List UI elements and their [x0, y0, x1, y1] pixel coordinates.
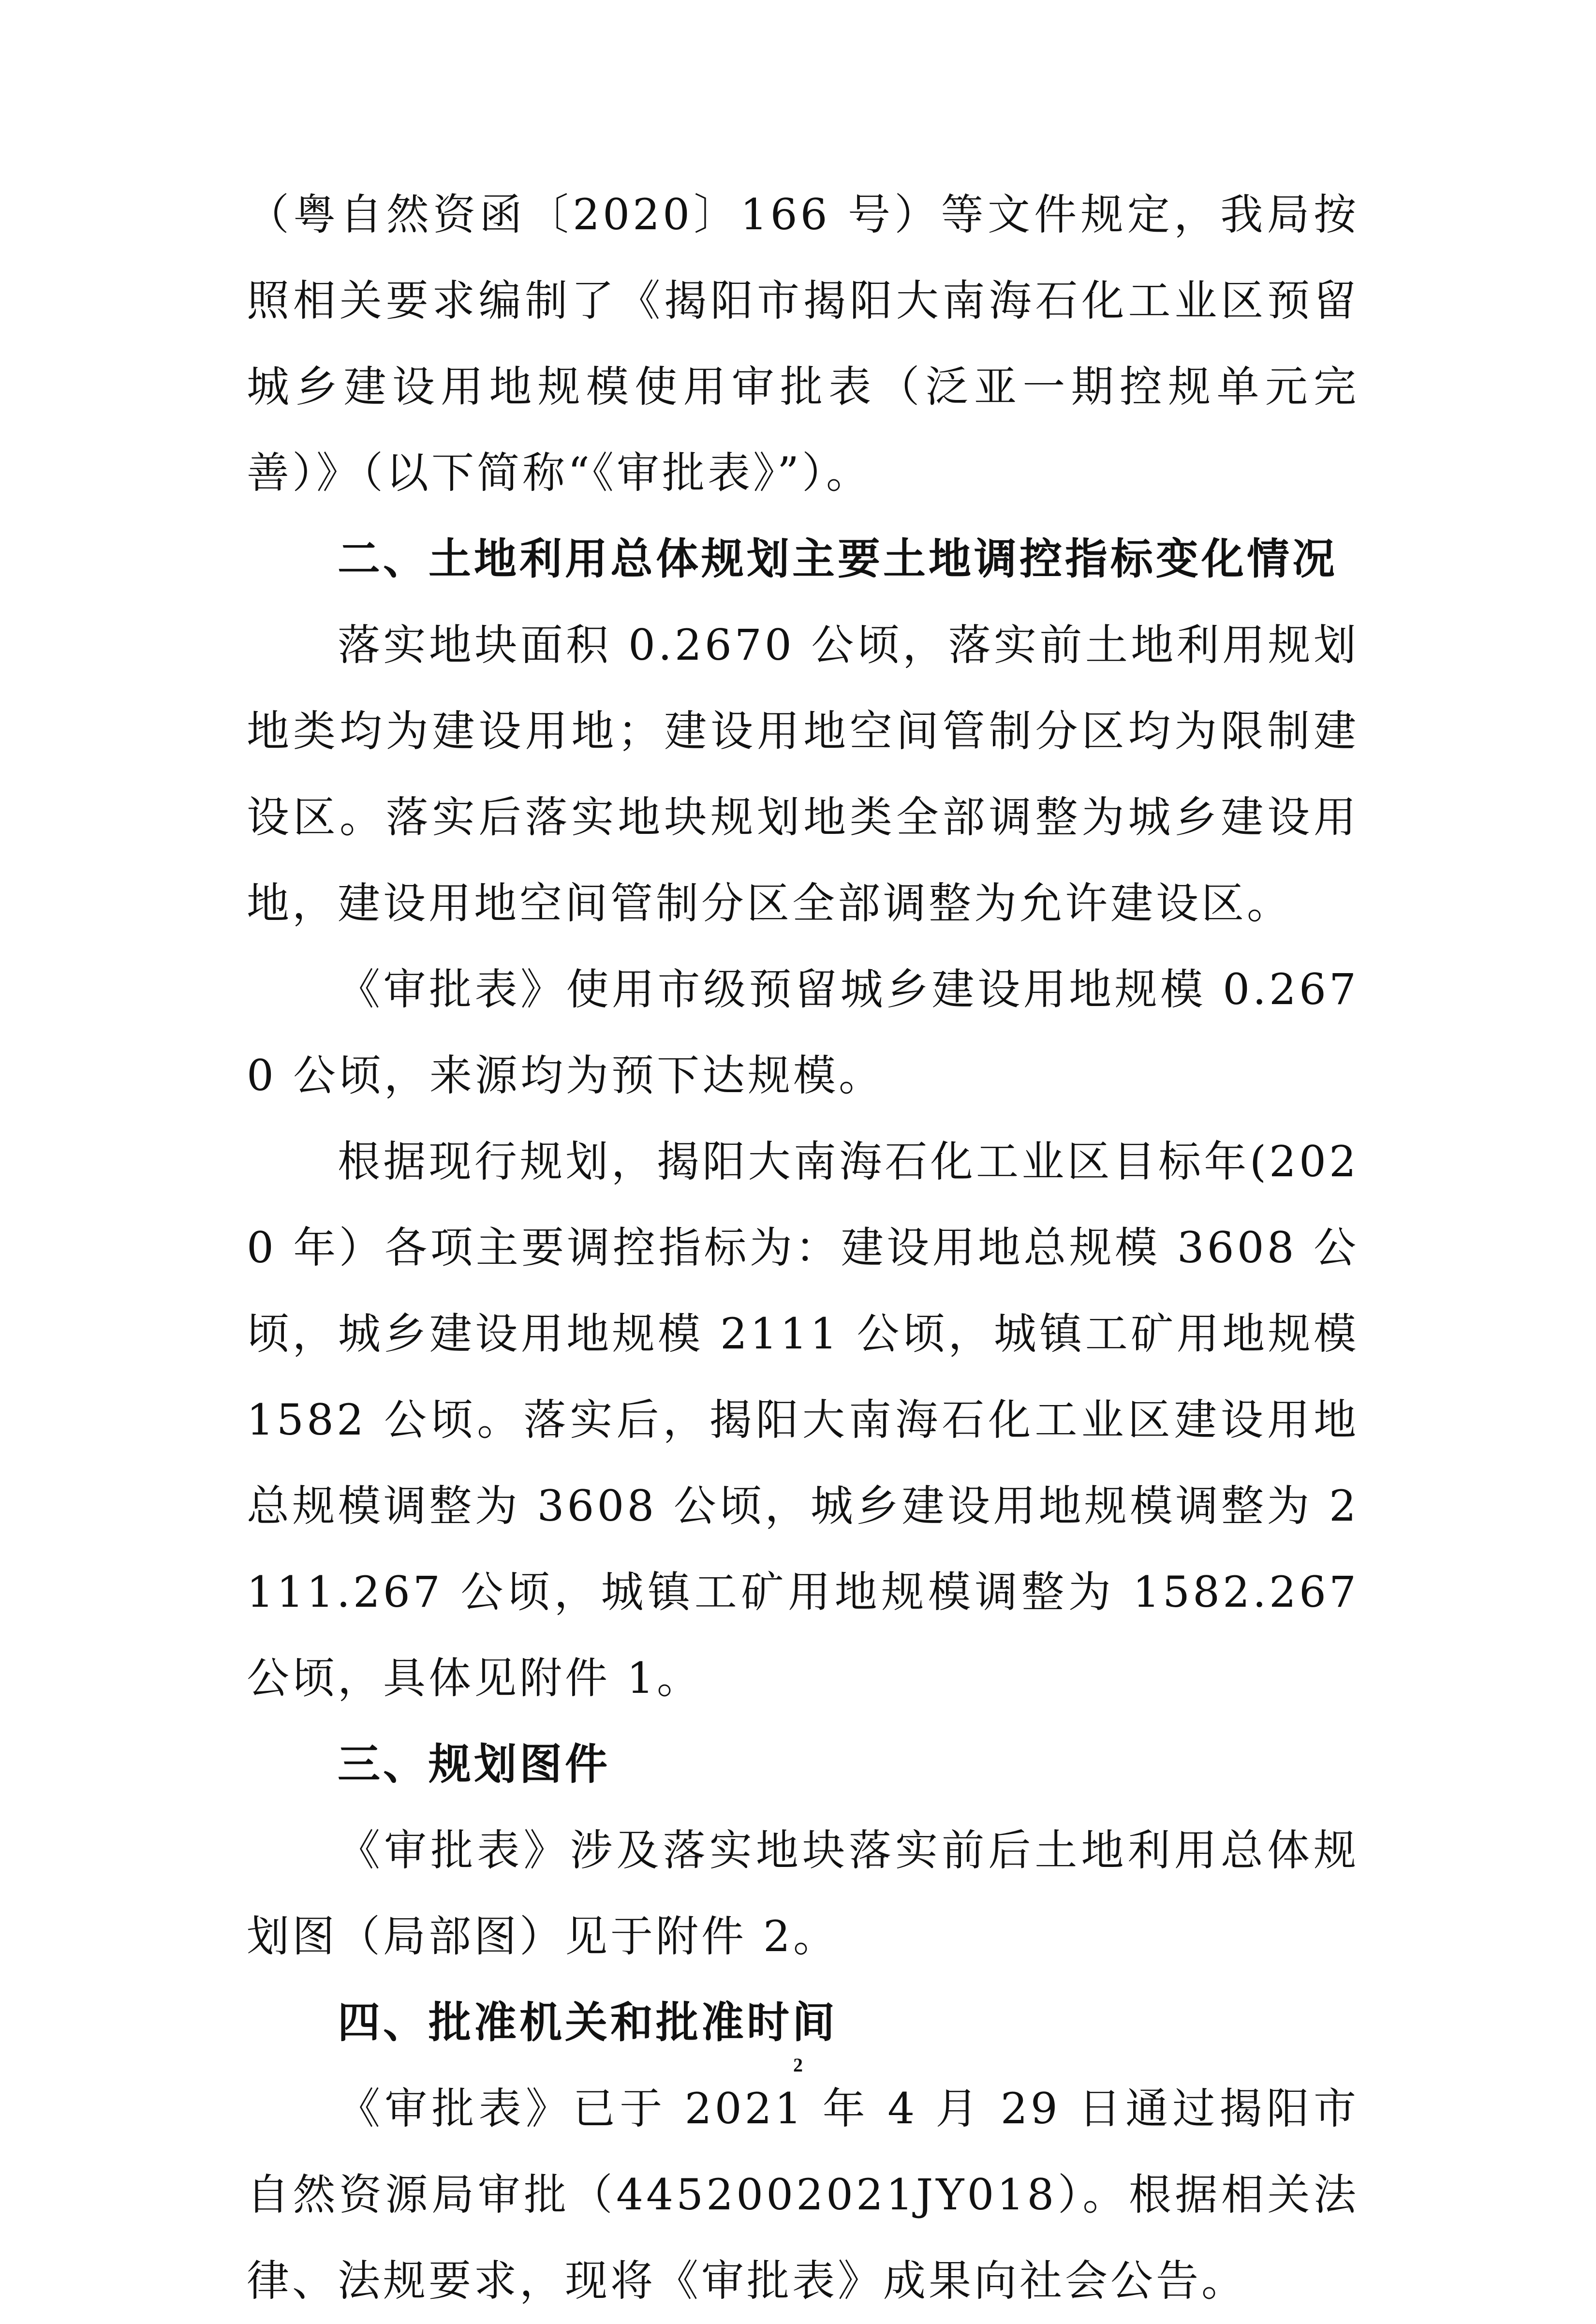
- page-number: 2: [793, 2054, 803, 2076]
- paragraph-land-area: 落实地块面积 0.2670 公顷，落实前土地利用规划地类均为建设用地；建设用地空间管制分区均为限制建设区。落实后落实地块规划地类全部调整为城乡建设用地，建设用地空间管制分区全部调整为允许建设区。: [247, 620, 1359, 928]
- document-body: [247, 172, 1359, 2324]
- paragraph-continuation: （粤自然资函〔2020〕166 号）等文件规定，我局按照相关要求编制了《揭阳市揭阳大南海石化工业区预留城乡建设用地规模使用审批表（泛亚一期控规单元完善）》（以下简称“《审批表》”）。: [247, 190, 1359, 498]
- paragraph-planning-maps: 《审批表》涉及落实地块落实前后土地利用总体规划图（局部图）见于附件 2。: [247, 1825, 1359, 1961]
- paragraph-approval: 《审批表》已于 2021 年 4 月 29 日通过揭阳市自然资源局审批（4452002021JY018）。根据相关法律、法规要求，现将《审批表》成果向社会公告。: [247, 2084, 1359, 2306]
- section-heading-4: 四、批准机关和批准时间: [338, 1998, 838, 2047]
- section-heading-3: 三、规划图件: [338, 1739, 611, 1789]
- section-heading-2: 二、土地利用总体规划主要土地调控指标变化情况: [338, 534, 1338, 584]
- paragraph-control-indicators: 根据现行规划，揭阳大南海石化工业区目标年(2020 年）各项主要调控指标为：建设用地总规模 3608 公顷，城乡建设用地规模 2111 公顷，城镇工矿用地规模 1582 公顷。落实后，揭阳大南海石化工业区建设用地总规模调整为 3608 公顷，城乡建设用地规模调整为 2111.267 公顷，城镇工矿用地规模调整为 1582.267 公顷，具体见附件 1。: [247, 1137, 1359, 1703]
- paragraph-scale-usage: 《审批表》使用市级预留城乡建设用地规模 0.2670 公顷，来源均为预下达规模。: [247, 964, 1359, 1100]
